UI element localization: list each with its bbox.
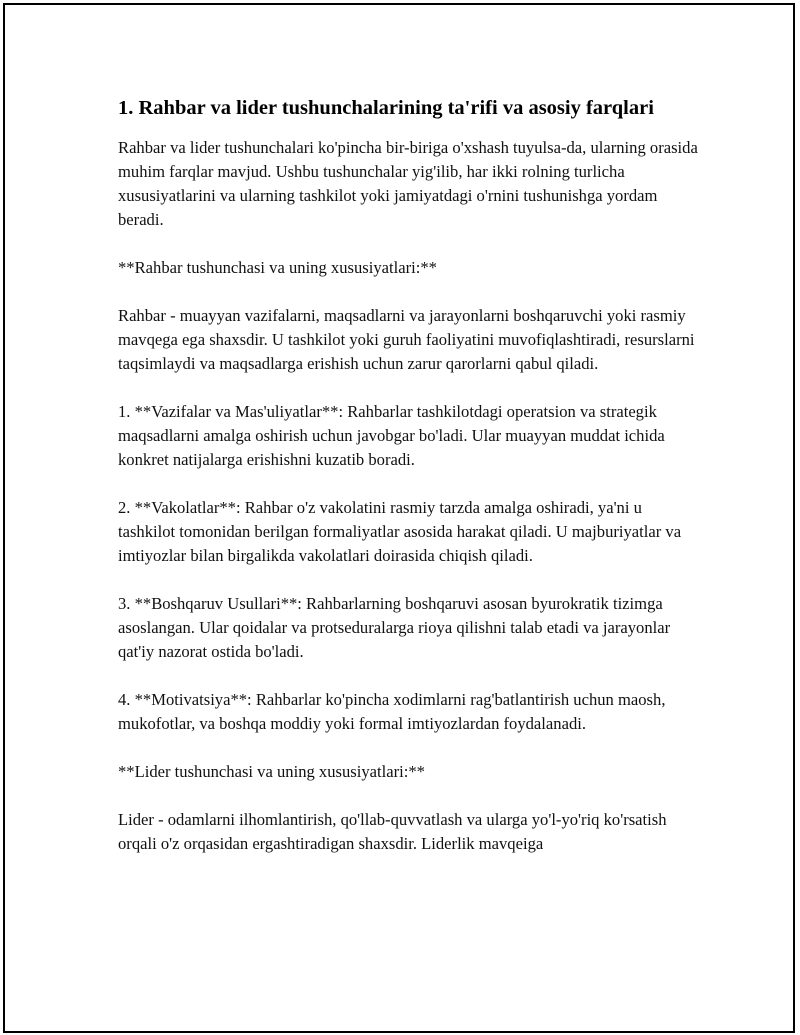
document-body [118, 94, 698, 880]
lider-definition-paragraph: Lider - odamlarni ilhomlantirish, qo'llab-quvvatlash va ularga yo'l-yo'riq ko'rsatish orqali o'z orqasidan ergashtiradigan shaxsdir. Liderlik mavqeiga [118, 810, 667, 853]
list-item-vakolatlar: 2. **Vakolatlar**: Rahbar o'z vakolatini rasmiy tarzda amalga oshiradi, ya'ni u tashkilot tomonidan berilgan formaliyatlar asosida harakat qiladi. U majburiyatlar va imtiyozlar bilan birgalikda vakolatlari doirasida chiqish qiladi. [118, 498, 682, 565]
section-heading: 1. Rahbar va lider tushunchalarining ta'rifi va asosiy farqlari [118, 97, 654, 119]
intro-paragraph: Rahbar va lider tushunchalari ko'pincha bir-biriga o'xshash tuyulsa-da, ularning orasida muhim farqlar mavjud. Ushbu tushunchalar yig'ilib, har ikki rolning turlicha xususiyatlarini va ularning tashkilot yoki jamiyatdagi o'rnini tushunishga yordam beradi. [118, 138, 698, 229]
rahbar-subheading: **Rahbar tushunchasi va uning xususiyatlari:** [118, 258, 437, 277]
lider-subheading: **Lider tushunchasi va uning xususiyatlari:** [118, 762, 425, 781]
list-item-motivatsiya: 4. **Motivatsiya**: Rahbarlar ko'pincha xodimlarni rag'batlantirish uchun maosh, mukofotlar, va boshqa moddiy yoki formal imtiyozlardan foydalanadi. [118, 690, 666, 733]
list-item-vazifalar: 1. **Vazifalar va Mas'uliyatlar**: Rahbarlar tashkilotdagi operatsion va strategik maqsadlarni amalga oshirish uchun javobgar bo'ladi. Ular muayyan muddat ichida konkret natijalarga erishishni kuzatib boradi. [118, 402, 665, 469]
rahbar-definition-paragraph: Rahbar - muayyan vazifalarni, maqsadlarni va jarayonlarni boshqaruvchi yoki rasmiy mavqega ega shaxsdir. U tashkilot yoki guruh faoliyatini muvofiqlashtiradi, resurslarni taqsimlaydi va maqsadlarga erishish uchun zarur qarorlarni qabul qiladi. [118, 306, 695, 373]
list-item-boshqaruv-usullari: 3. **Boshqaruv Usullari**: Rahbarlarning boshqaruvi asosan byurokratik tizimga asoslangan. Ular qoidalar va protseduralarga rioya qilishni talab etadi va jarayonlar qat'iy nazorat ostida bo'ladi. [118, 594, 671, 661]
